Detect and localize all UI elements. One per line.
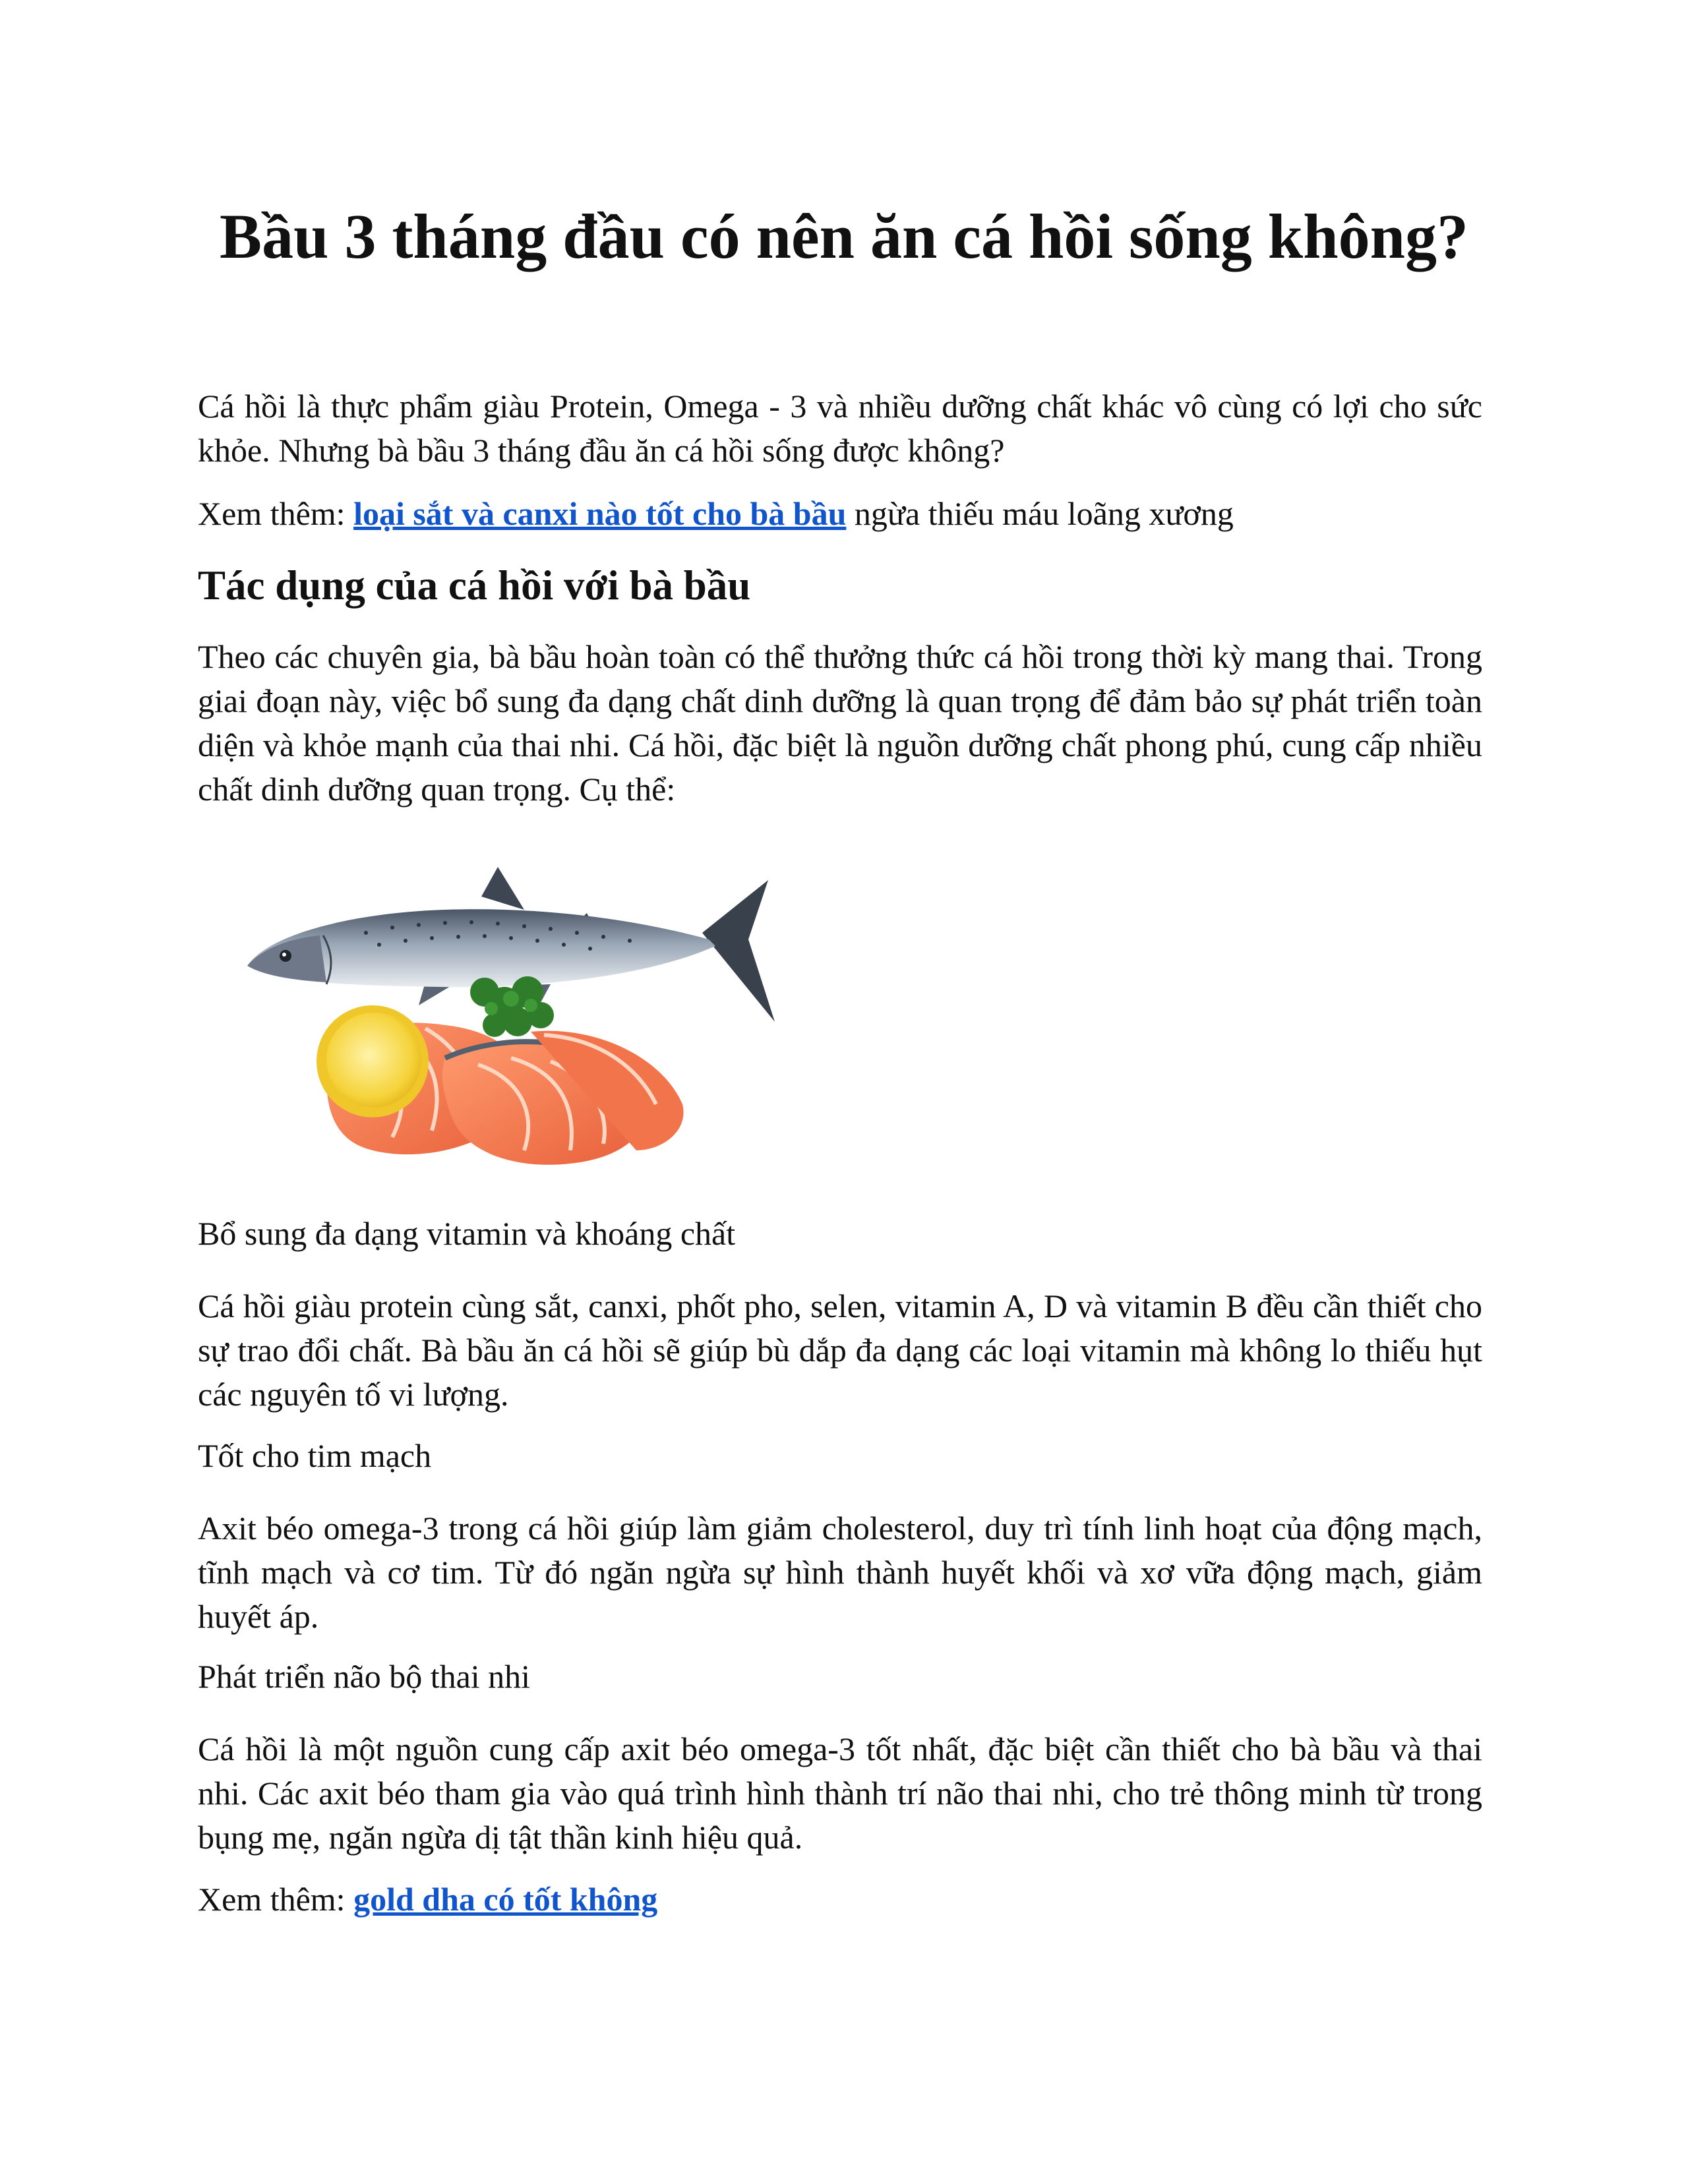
see-also-line-2 bbox=[198, 1877, 1482, 1922]
benefit-title-brain: Phát triển não bộ thai nhi bbox=[198, 1658, 531, 1695]
benefit-title-heart: Tốt cho tim mạch bbox=[198, 1437, 432, 1474]
see-also-line-1 bbox=[198, 492, 1482, 536]
see-also-prefix: Xem thêm: bbox=[198, 1881, 354, 1918]
section-intro-paragraph: Theo các chuyên gia, bà bầu hoàn toàn có thể thưởng thức cá hồi trong thời kỳ mang thai. Trong giai đoạn này, việc bổ sung đa dạng chất dinh dưỡng là quan trọng để đảm bảo sự phát triển toàn diện và khỏe mạnh của thai nhi. Cá hồi, đặc biệt là nguồn dưỡng chất phong phú, cung cấp nhiều chất dinh dưỡng quan trọng. Cụ thể: bbox=[198, 638, 1482, 808]
section-heading: Tác dụng của cá hồi với bà bầu bbox=[198, 562, 751, 608]
gold-dha-link[interactable]: gold dha có tốt không bbox=[353, 1881, 658, 1918]
benefit-text-vitamins: Cá hồi giàu protein cùng sắt, canxi, phốt pho, selen, vitamin A, D và vitamin B đều cần thiết cho sự trao đổi chất. Bà bầu ăn cá hồi sẽ giúp bù dắp đa dạng các loại vitamin mà không lo thiếu hụt các nguyên tố vi lượng. bbox=[198, 1287, 1482, 1413]
see-also-prefix: Xem thêm: bbox=[198, 495, 354, 532]
see-also-suffix: ngừa thiếu máu loãng xương bbox=[846, 495, 1234, 532]
salmon-image bbox=[227, 867, 788, 1203]
iron-calcium-link[interactable]: loại sắt và canxi nào tốt cho bà bầu bbox=[353, 495, 847, 532]
benefit-title-vitamins: Bổ sung đa dạng vitamin và khoáng chất bbox=[198, 1215, 736, 1252]
benefit-text-heart: Axit béo omega-3 trong cá hồi giúp làm giảm cholesterol, duy trì tính linh hoạt của động mạch, tĩnh mạch và cơ tim. Từ đó ngăn ngừa sự hình thành huyết khối và xơ vữa động mạch, giảm huyết áp. bbox=[198, 1510, 1482, 1635]
benefit-text-brain: Cá hồi là một nguồn cung cấp axit béo omega-3 tốt nhất, đặc biệt cần thiết cho bà bầu và thai nhi. Các axit béo tham gia vào quá trình hình thành trí não thai nhi, cho trẻ thông minh từ trong bụng mẹ, ngăn ngừa dị tật thần kinh hiệu quả. bbox=[198, 1730, 1482, 1856]
page-title: Bầu 3 tháng đầu có nên ăn cá hồi sống không? bbox=[220, 201, 1468, 272]
intro-paragraph: Cá hồi là thực phẩm giàu Protein, Omega - 3 và nhiều dưỡng chất khác vô cùng có lợi cho sức khỏe. Nhưng bà bầu 3 tháng đầu ăn cá hồi sống được không? bbox=[198, 388, 1482, 469]
